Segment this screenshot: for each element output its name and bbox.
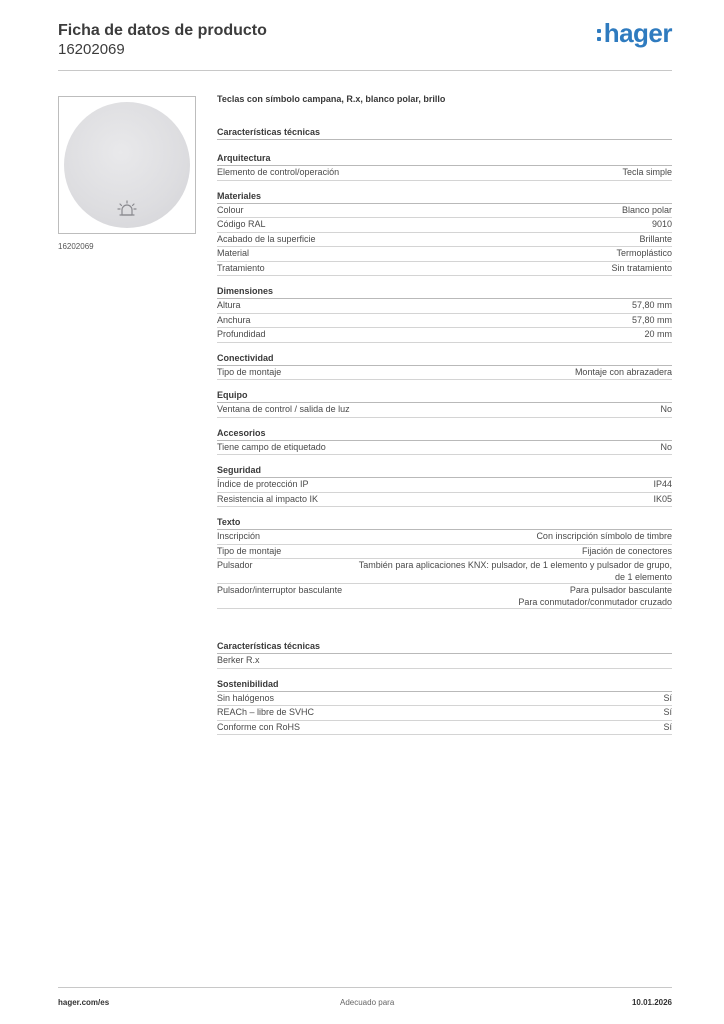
spec-group <box>217 678 672 736</box>
spec-row <box>217 204 672 219</box>
spec-row <box>217 314 672 329</box>
group-title: Arquitectura <box>217 152 672 166</box>
group-title: Materiales <box>217 190 672 204</box>
spec-row <box>217 233 672 248</box>
group-title: Seguridad <box>217 464 672 478</box>
technical-characteristics-title: Características técnicas <box>217 126 672 140</box>
spec-row <box>217 366 672 381</box>
spec-group <box>217 464 672 507</box>
spec-group <box>217 640 672 669</box>
spec-row <box>217 706 672 721</box>
spec-label: Acabado de la superficie <box>217 233 316 244</box>
spec-group <box>217 389 672 418</box>
product-name: Teclas con símbolo campana, R.x, blanco polar, brillo <box>217 94 446 104</box>
spec-groups-secondary <box>217 640 672 735</box>
spec-row <box>217 299 672 314</box>
footer-website[interactable]: hager.com/es <box>58 998 110 1007</box>
spec-value: No <box>660 404 672 414</box>
spec-groups <box>217 152 672 609</box>
spec-label: Pulsador/interruptor basculante <box>217 585 343 595</box>
spec-label: Ventana de control / salida de luz <box>217 404 350 414</box>
spec-label: Código RAL <box>217 219 266 229</box>
spec-label: Material <box>217 248 250 258</box>
spec-row <box>217 721 672 736</box>
spec-label: Berker R.x <box>217 655 260 665</box>
spec-value: IK05 <box>653 493 672 504</box>
spec-label: Pulsador <box>217 560 253 570</box>
spec-row <box>217 478 672 493</box>
spec-value: Brillante <box>639 233 672 244</box>
group-title: Características técnicas <box>217 640 672 654</box>
spec-value: 57,80 mm <box>631 314 672 325</box>
spec-label: Altura <box>217 300 241 310</box>
spec-group <box>217 285 672 343</box>
spec-label: Tratamiento <box>217 262 265 273</box>
document-title: Ficha de datos de producto <box>58 22 267 39</box>
page-footer <box>58 987 672 1013</box>
group-title: Equipo <box>217 389 672 403</box>
spec-row <box>217 441 672 456</box>
group-title: Texto <box>217 516 672 530</box>
product-image <box>58 96 196 234</box>
product-code: 16202069 <box>58 41 125 58</box>
spec-value: Fijación de conectores <box>581 545 672 556</box>
spec-value: Con inscripción símbolo de timbre <box>536 531 672 541</box>
spec-label: Índice de protección IP <box>217 479 309 489</box>
spec-group <box>217 427 672 456</box>
spec-value: 20 mm <box>644 329 672 339</box>
spec-value: 57,80 mm <box>631 300 672 310</box>
spec-label: Resistencia al impacto IK <box>217 493 319 504</box>
spec-value: No <box>660 441 672 452</box>
spec-label: Tiene campo de etiquetado <box>217 441 326 452</box>
group-title: Accesorios <box>217 427 672 441</box>
hager-logo[interactable] <box>597 20 672 46</box>
spec-row <box>217 530 672 545</box>
spec-row <box>217 584 672 609</box>
bell-icon <box>115 198 139 222</box>
spec-value: Sí <box>663 692 672 703</box>
spec-row <box>217 559 672 584</box>
spec-row <box>217 545 672 560</box>
spec-row <box>217 247 672 262</box>
spec-label: Tipo de montaje <box>217 366 282 377</box>
spec-value: También para aplicaciones KNX: pulsador, de 1 elemento y pulsador de grupo, de 1 elemento <box>358 560 672 582</box>
spec-row <box>217 493 672 508</box>
group-title: Conectividad <box>217 352 672 366</box>
spec-label: Inscripción <box>217 531 261 541</box>
spec-content <box>217 92 672 744</box>
spec-group <box>217 516 672 609</box>
spec-label: Sin halógenos <box>217 692 275 703</box>
spec-value: 9010 <box>651 219 672 229</box>
spec-value: Para pulsador basculante Para conmutador/conmutador cruzado <box>518 585 672 607</box>
group-title: Sostenibilidad <box>217 678 672 692</box>
spec-row <box>217 262 672 277</box>
spec-group <box>217 190 672 277</box>
logo-dots-icon <box>597 29 601 41</box>
spec-label: Conforme con RoHS <box>217 721 301 732</box>
spec-row <box>217 166 672 181</box>
spec-group <box>217 152 672 181</box>
spec-value: Blanco polar <box>621 204 672 215</box>
spec-group <box>217 352 672 381</box>
spec-value: Sí <box>663 721 672 732</box>
spec-label: Tipo de montaje <box>217 545 282 556</box>
spec-label: Colour <box>217 204 244 215</box>
page-header <box>58 20 672 71</box>
spec-row <box>217 218 672 233</box>
spec-value: Tecla simple <box>622 167 672 177</box>
spec-value: Sin tratamiento <box>611 262 672 273</box>
logo-text: hager <box>603 18 672 48</box>
spec-label: Profundidad <box>217 329 266 339</box>
spec-label: Elemento de control/operación <box>217 167 340 177</box>
spec-value: Termoplástico <box>616 248 672 258</box>
spec-label: Anchura <box>217 314 251 325</box>
spec-row <box>217 328 672 343</box>
image-caption: 16202069 <box>58 242 94 251</box>
spec-row <box>217 403 672 418</box>
spec-value: Sí <box>663 707 672 717</box>
spec-label: REACh – libre de SVHC <box>217 707 315 717</box>
spec-value: Montaje con abrazadera <box>574 366 672 377</box>
spec-row <box>217 692 672 707</box>
spec-value: IP44 <box>653 479 672 489</box>
footer-suitable-for: Adecuado para <box>340 998 395 1007</box>
group-title: Dimensiones <box>217 285 672 299</box>
spec-row <box>217 654 672 669</box>
footer-date: 10.01.2026 <box>631 998 672 1007</box>
